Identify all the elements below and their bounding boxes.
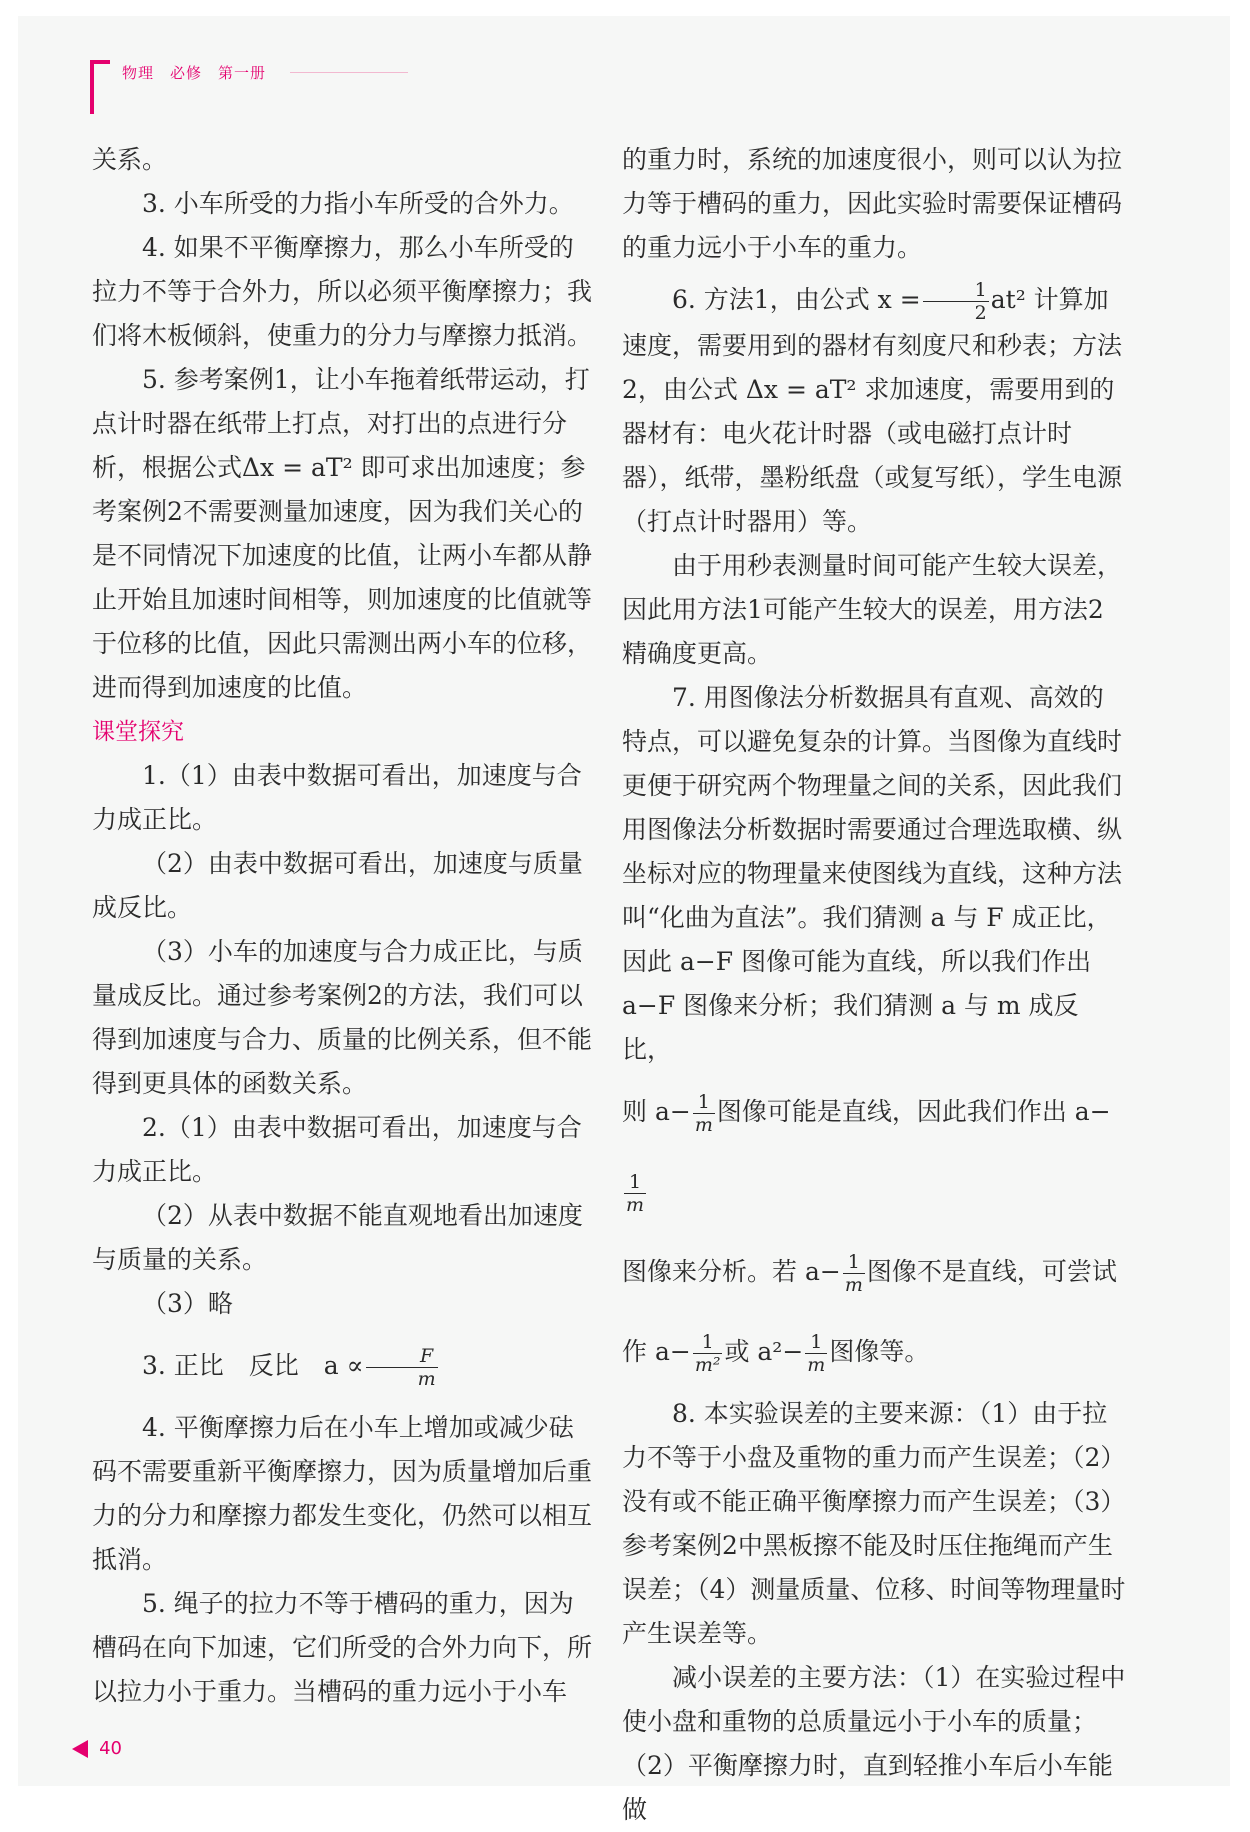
paragraph: 减小误差的主要方法：（1）在实验过程中使小盘和重物的总质量远小于小车的质量；（2）平衡摩擦力时，直到轻推小车后小车能做 [622, 1663, 1126, 1824]
fraction-one-over-m [624, 1171, 646, 1216]
paragraph: （3）小车的加速度与合力成正比，与质量成反比。通过参考案例2的方法，我们可以得到加速度与合力、质量的比例关系，但不能得到更具体的函数关系。 [92, 937, 593, 1098]
formula-text: 图像等。 [829, 1337, 930, 1366]
fraction-numerator: 1 [923, 279, 989, 302]
formula-line [92, 1326, 597, 1406]
fraction-denominator: 2 [974, 302, 987, 324]
fraction-one-over-m [805, 1331, 827, 1376]
formula-line [622, 1232, 1127, 1312]
formula-line [622, 1312, 1127, 1392]
fraction-denominator: m [694, 1114, 713, 1136]
fraction-numerator: 1 [624, 1171, 646, 1194]
fraction-one-over-m-squared [693, 1331, 723, 1376]
formula-paragraph [622, 278, 1127, 544]
fraction-denominator: m [417, 1368, 436, 1390]
left-column [92, 138, 597, 1714]
paragraph: 关系。 [92, 145, 168, 174]
fraction-numerator: F [366, 1345, 438, 1368]
header-rule [290, 72, 408, 73]
running-header [90, 60, 420, 120]
formula-text: at² 计算加速度，需要用到的器材有刻度尺和秒表；方法2，由公式 Δx = aT² 求加速度，需要用到的器材有：电火花计时器（或电磁打点计时器），纸带，墨粉纸盘（或复写纸），学生电源（打点计时器用）等。 [622, 285, 1123, 536]
fraction-f-over-m [366, 1345, 438, 1390]
formula-text: 图像来分析。若 a− [622, 1257, 841, 1286]
fraction-one-over-m [693, 1091, 715, 1136]
paragraph: 3. 小车所受的力指小车所受的合外力。 [142, 189, 574, 218]
left-triangle-icon [72, 1740, 88, 1758]
paragraph: （2）从表中数据不能直观地看出加速度与质量的关系。 [92, 1201, 583, 1274]
fraction-numerator: 1 [805, 1331, 827, 1354]
fraction-denominator: m [807, 1354, 826, 1376]
fraction-one-half [923, 279, 989, 324]
paragraph: 由于用秒表测量时间可能产生较大误差，因此用方法1可能产生较大的误差，用方法2精确度更高。 [622, 551, 1123, 668]
paragraph: 2.（1）由表中数据可看出，加速度与合力成正比。 [92, 1113, 582, 1186]
paragraph: 8. 本实验误差的主要来源：（1）由于拉力不等于小盘及重物的重力而产生误差；（2）没有或不能正确平衡摩擦力而产生误差；（3）参考案例2中黑板擦不能及时压住拖绳而产生误差；（4）测量质量、位移、时间等物理量时产生误差等。 [622, 1399, 1126, 1648]
paragraph: 5. 参考案例1，让小车拖着纸带运动，打点计时器在纸带上打点，对打出的点进行分析，根据公式Δx = aT² 即可求出加速度；参考案例2不需要测量加速度，因为我们关心的是不同情况下加速度的比值，让两小车都从静止开始且加速时间相等，则加速度的比值就等于位移的比值，因此只需测出两小车的位移，进而得到加速度的比值。 [92, 365, 593, 702]
fraction-denominator: m² [694, 1354, 721, 1376]
formula-text: 作 a− [622, 1337, 691, 1366]
paragraph: 的重力时，系统的加速度很小，则可以认为拉力等于槽码的重力，因此实验时需要保证槽码的重力远小于小车的重力。 [622, 145, 1123, 262]
right-column [622, 138, 1127, 1832]
fraction-numerator: 1 [693, 1091, 715, 1114]
formula-text: 6. 方法1，由公式 x = [672, 285, 921, 314]
formula-text: 或 a²− [724, 1337, 804, 1366]
paragraph: （3）略 [142, 1289, 233, 1318]
fraction-numerator: 1 [843, 1251, 865, 1274]
fraction-denominator: m [844, 1274, 863, 1296]
fraction-one-over-m [843, 1251, 865, 1296]
paragraph: 4. 如果不平衡摩擦力，那么小车所受的拉力不等于合外力，所以必须平衡摩擦力；我们将木板倾斜，使重力的分力与摩擦力抵消。 [92, 233, 593, 350]
fraction-denominator: m [626, 1194, 645, 1216]
formula-text: 图像不是直线，可尝试 [866, 1257, 1117, 1286]
section-title: 课堂探究 [92, 719, 184, 745]
formula-line [622, 1072, 1127, 1232]
page-number: 40 [99, 1738, 122, 1759]
formula-text: 则 a− [622, 1097, 691, 1126]
formula-text: 图像可能是直线，因此我们作出 a− [716, 1097, 1111, 1126]
paragraph: （2）由表中数据可看出，加速度与质量成反比。 [92, 849, 583, 922]
header-bracket [90, 60, 110, 114]
paragraph: 5. 绳子的拉力不等于槽码的重力，因为槽码在向下加速，它们所受的合外力向下，所以拉力小于重力。当槽码的重力远小于小车 [92, 1589, 593, 1706]
paragraph: 7. 用图像法分析数据具有直观、高效的特点，可以避免复杂的计算。当图像为直线时更便于研究两个物理量之间的关系，因此我们用图像法分析数据时需要通过合理选取横、纵坐标对应的物理量来使图线为直线，这种方法叫“化曲为直法”。我们猜测 a 与 F 成正比，因此 a−F 图像可能为直线，所以我们作出 a−F 图像来分析；我们猜测 a 与 m 成反比， [622, 683, 1123, 1064]
paragraph: 1.（1）由表中数据可看出，加速度与合力成正比。 [92, 761, 582, 834]
fraction-numerator: 1 [693, 1331, 723, 1354]
header-subject: 物理 必修 第一册 [122, 64, 267, 82]
paragraph: 4. 平衡摩擦力后在小车上增加或减少砝码不需要重新平衡摩擦力，因为质量增加后重力的分力和摩擦力都发生变化，仍然可以相互抵消。 [92, 1413, 593, 1574]
formula-text: 3. 正比 反比 a ∝ [142, 1351, 364, 1380]
page-footer [72, 1738, 122, 1768]
